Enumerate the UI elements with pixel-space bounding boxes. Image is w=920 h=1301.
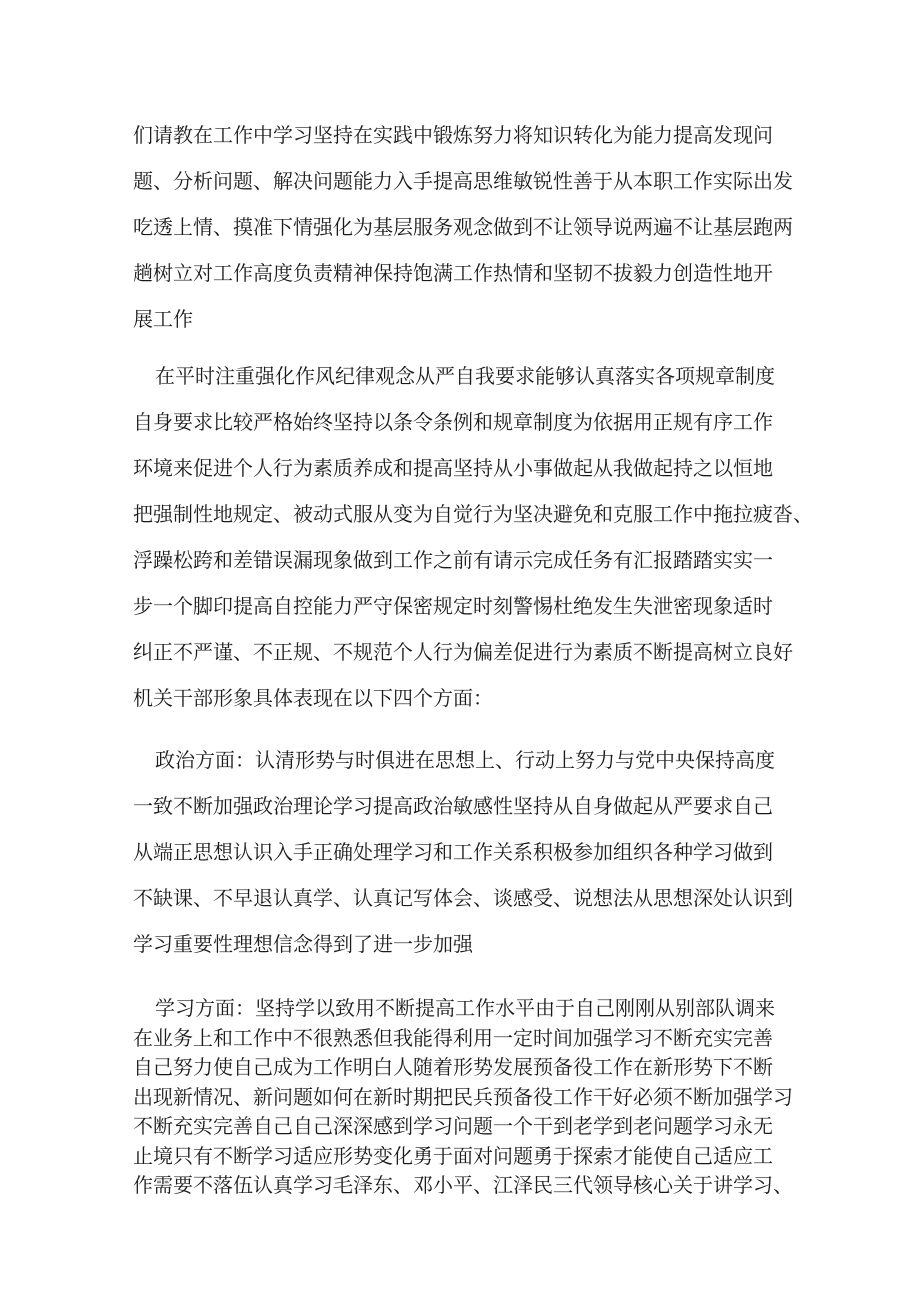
text-line: 吃透上情、摸准下情强化为基层服务观念做到不让领导说两遍不让基层跑两 — [133, 215, 793, 239]
text-line: 出现新情况、新问题如何在新时期把民兵预备役工作干好必须不断加强学习 — [133, 1084, 793, 1109]
paragraph-2 — [133, 353, 813, 721]
text-line: 环境来促进个人行为素质养成和提高坚持从小事做起从我做起持之以恒地 — [133, 456, 773, 480]
text-line: 纠正不严谨、不正规、不规范个人行为偏差促进行为素质不断提高树立良好 — [133, 640, 793, 664]
text-line: 趟树立对工作高度负责精神保持饱满工作热情和坚韧不拔毅力创造性地开 — [133, 261, 773, 285]
text-line: 机关干部形象具体表现在以下四个方面： — [133, 686, 493, 710]
paragraph-3 — [133, 737, 793, 967]
text-line: 自己努力使自己成为工作明白人随着形势发展预备役工作在新形势下不断 — [133, 1055, 773, 1079]
text-line: 政治方面：认清形势与时俱进在思想上、行动上努力与党中央保持高度 — [155, 748, 775, 772]
text-line: 从端正思想认识入手正确处理学习和工作关系积极参加组织各种学习做到 — [133, 840, 773, 864]
text-line: 把强制性地规定、被动式服从变为自觉行为坚决避免和克服工作中拖拉疲沓、 — [133, 502, 813, 526]
text-line: 作需要不落伍认真学习毛泽东、邓小平、江泽民三代领导核心关于讲学习、 — [133, 1173, 793, 1197]
text-line: 在业务上和工作中不很熟悉但我能得利用一定时间加强学习不断充实完善 — [133, 1025, 773, 1050]
text-line: 浮躁松跨和差错误漏现象做到工作之前有请示完成任务有汇报踏踏实实一 — [133, 548, 773, 572]
text-line: 不缺课、不早退认真学、认真记写体会、谈感受、说想法从思想深处认识到 — [133, 886, 793, 910]
text-line: 展工作 — [133, 307, 193, 331]
paragraph-1 — [133, 112, 793, 342]
text-line: 止境只有不断学习适应形势变化勇于面对问题勇于探索才能使自己适应工 — [133, 1143, 773, 1168]
text-line: 题、分析问题、解决问题能力入手提高思维敏锐性善于从本职工作实际出发 — [133, 169, 793, 193]
paragraph-4 — [133, 994, 793, 1201]
text-line: 自身要求比较严格始终坚持以条令条例和规章制度为依据用正规有序工作 — [133, 410, 773, 434]
text-line: 步一个脚印提高自控能力严守保密规定时刻警惕杜绝发生失泄密现象适时 — [133, 594, 773, 618]
text-line: 学习重要性理想信念得到了进一步加强 — [133, 932, 473, 956]
text-line: 们请教在工作中学习坚持在实践中锻炼努力将知识转化为能力提高发现问 — [133, 123, 773, 147]
text-line: 一致不断加强政治理论学习提高政治敏感性坚持从自身做起从严要求自己 — [133, 794, 773, 818]
text-line: 不断充实完善自己自己深深感到学习问题一个干到老学到老问题学习永无 — [133, 1114, 773, 1138]
text-line: 在平时注重强化作风纪律观念从严自我要求能够认真落实各项规章制度 — [155, 364, 775, 388]
text-line: 学习方面：坚持学以致用不断提高工作水平由于自己刚刚从别部队调来 — [155, 996, 775, 1020]
